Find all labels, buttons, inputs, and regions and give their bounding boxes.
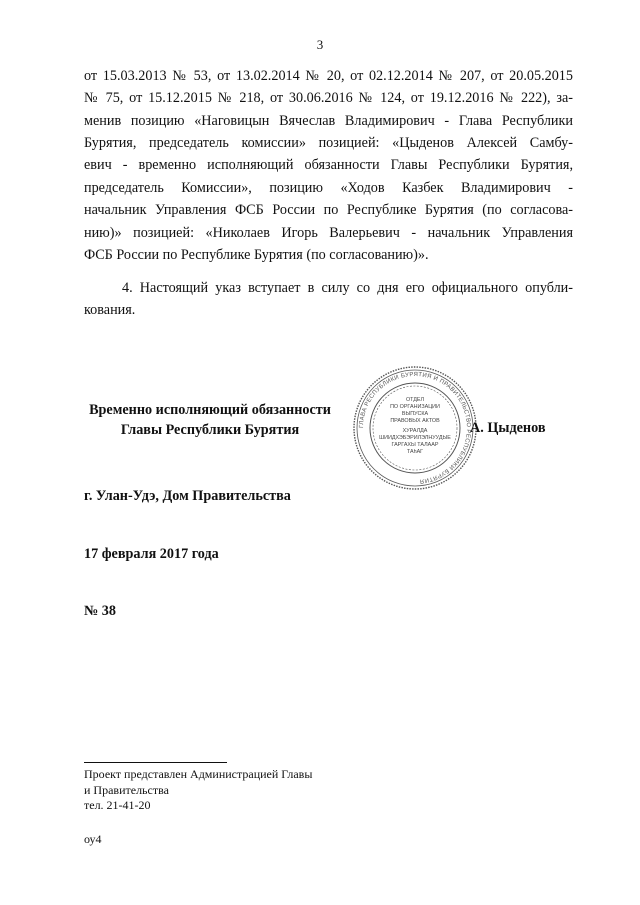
signatory-title-line: Главы Республики Бурятия (120, 422, 300, 438)
footnote-line: Проект представлен Администрацией Главы (84, 767, 313, 781)
text-line: председатель Комиссии», позицию «Ходов Казбек Владимирович - (84, 180, 573, 196)
official-seal-stamp (348, 366, 482, 490)
document-date: 17 февраля 2017 года (84, 546, 219, 562)
footnote-phone: тел. 21-41-20 (84, 798, 151, 812)
text-line: ФСБ России по Республике Бурятия (по согласованию)». (84, 247, 429, 263)
seal-text: ТАһАГ (406, 449, 424, 455)
text-line: № 75, от 15.12.2015 № 218, от 30.06.2016 № 124, от 19.12.2016 № 222), за- (84, 90, 573, 106)
text-line: 4. Настоящий указ вступает в силу со дня его официального опубли- (122, 280, 573, 296)
seal-ring-text: ГЛАВА РЕСПУБЛИКИ БУРЯТИЯ И ПРАВИТЕЛЬСТВО РЕСПУБЛИКИ БУРЯТИЯ (358, 371, 472, 484)
seal-text: ПО ОРГАНИЗАЦИИ (390, 404, 440, 410)
text-line: кования. (84, 302, 136, 318)
seal-text: ХУРАЛДА (402, 428, 428, 434)
seal-text: ШИИДХЭБЭРИЛЭЛНУУДЫЕ (379, 435, 451, 441)
document-code: оу4 (84, 832, 102, 846)
footnote-line: и Правительства (84, 783, 169, 797)
page-number: 3 (316, 37, 324, 52)
seal-text: ОТДЕЛ (405, 397, 425, 403)
text-line: евич - временно исполняющий обязанности Главы Республики Бурятия, (84, 157, 573, 173)
document-number: № 38 (84, 603, 116, 619)
text-line: менив позицию «Наговицын Вячеслав Владимирович - Глава Республики (84, 113, 573, 129)
place-of-signing: г. Улан-Удэ, Дом Правительства (84, 488, 291, 504)
signatory-name: А. Цыденов (470, 420, 546, 436)
text-line: нию)» позицией: «Николаев Игорь Валерьевич - начальник Управления (84, 225, 573, 241)
text-line: от 15.03.2013 № 53, от 13.02.2014 № 20, от 02.12.2014 № 207, от 20.05.2015 (84, 68, 573, 84)
seal-text: ГАРГАХЫ ТАЛААР (391, 442, 439, 448)
footnote-divider (84, 762, 227, 763)
seal-text: ВЫПУСКА (401, 411, 429, 417)
text-line: Бурятия, председатель комиссии» позицией: «Цыденов Алексей Самбу- (84, 135, 573, 151)
seal-text: ПРАВОВЫХ АКТОВ (390, 418, 440, 424)
text-line: начальник Управления ФСБ России по Республике Бурятия (по согласова- (84, 202, 573, 218)
signatory-title-line: Временно исполняющий обязанности (89, 402, 331, 418)
signatory-title (70, 400, 350, 440)
